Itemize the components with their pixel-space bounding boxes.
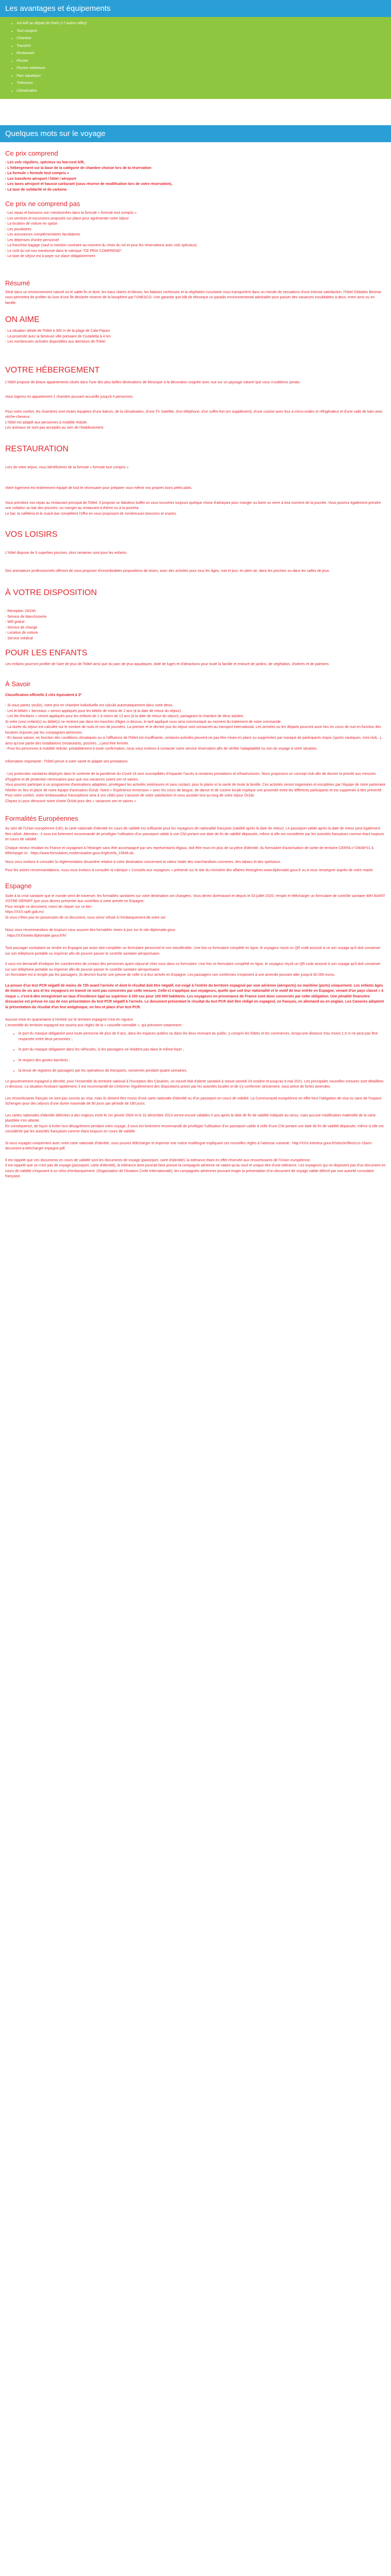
list-item: - Les vols réguliers, spécieux ou low-cost A/R, (5, 161, 85, 164)
amenity-item: • Parc aquatique (17, 73, 386, 80)
list-item: - Les services et excursions proposés sur place pour agrémenter votre séjour (5, 216, 129, 221)
section-title-loisirs: VOS LOISIRS (5, 530, 58, 539)
charte-link[interactable]: Cliquez ici pour découvrir notre charte Óclub pour des « vacances zen et saines » (5, 799, 136, 803)
banner-avantages: Les avantages et équipements (0, 0, 391, 17)
list-item: - Les protocoles sanitaires déployés dans le contexte de la pandémie du Covid-19 sont susceptibles d'impacter l'accès à certaines prestations et infrastructures. Nous proposons un concept club afin de donner la priorité aux mesures d'hygiène et de protection nécessaires pour que vos vacances soient zen et saines. (5, 772, 376, 782)
amenity-item: • Piscine extérieure (17, 65, 386, 73)
list-item: - Les lits d'enfants « seront appliqués pour les enfants de 2 à moins de 12 ans (à la date de retour du séjour), partageant la chambre de deux adultes. (5, 715, 245, 718)
savoir-info: Information importante : l'hôtel pensé à votre santé et adapte ses prestations (5, 759, 128, 764)
list-item: Pour votre confort, notre Ambassadeur francophone sera à vos côtés pour s'assurer de votre satisfaction et vous assister tout au long de votre séjour Óclub. (5, 794, 255, 798)
formalites-text: Pour les autres recommandations, nous vous invitons à consulter la rubrique « Conseils aux voyageurs » présente sur le site du ministère des affaires étrangères www.diplomatie.gouv.fr ou à vous renseigner auprès de votre mairie. (5, 869, 374, 872)
formalites-text: Au sein de l'Union européenne (UE), la carte nationale d'identité en cours de validité est suffisante pour les voyageurs de nationalité française (validité après la date de retour). Le passeport valide après la date de retour peut également être utilisé. Attention : il vous est fortement recommandé de privilégier l'utilisation d'un passeport valide à une CNI portant une date de fin de validité dépassée, même si elle est considérée par les autorités françaises comme étant toujours en cours de validité. (5, 827, 384, 841)
amenity-item: • Climatisation (17, 88, 386, 95)
rule-item: • le port du masque obligatoire dans les véhicules, si les passagers ne résident pas dans le même foyer ; (19, 1047, 386, 1053)
rule-item: • la tenue de registres de passagers par les opérateurs de transports, conservés pendant quatre semaines. (19, 1069, 386, 1074)
list-item: - Les assurances complémentaires facultatives (5, 233, 80, 236)
hebergement-text: L'hôtel propose de beaux appartements situés dans l'une des plus belles destinations de Minorque à la décoration soignée avec vue sur un paysage naturel que vous n'oublierez jamais. (5, 380, 301, 384)
list-item: - La situation idéale de l'hôtel à 300 m de la plage de Cala Piques (5, 329, 110, 333)
list-item: - Les nombreuses activités disponibles aux alentours de l'hôtel (5, 340, 105, 344)
restauration-text: Vous prendrez vos repas au restaurant principal de l'hôtel. Il propose un fabuleux buffet où vous trouverez toujours quelque chose d'attrayant pour manger ou boire un verre à tout moment de la journée. Vous pourrez également prendre une collation au bar des piscines, ou manger au restaurant à thème ou à la pizzeria. Le bar, la cafétéria et le snack-bar complètent l'offre en vous proposant de nombreuses boissons et snacks. (5, 501, 381, 516)
list-item: - Les lit bébés « berceaux » seront appliqués pour les bébés de moins de 2 ans (à la date de retour du séjour). (5, 709, 182, 713)
hebergement-text: Vous logerez en appartement 1 chambre pouvant accueillir jusqu'à 4 personnes. (5, 395, 134, 399)
list-item: - La location de voiture en option (5, 222, 58, 226)
rules-list (5, 1031, 386, 1074)
exclus-list (5, 211, 386, 260)
espagne-text: Il vous est demandé d'indiquer les coordonnées de contact des personnes ayant séjourné chez vous dans ce formulaire. Une fois ce formulaire complété en ligne, le voyageur reçoit un QR code associé à son voyage qu'il doit conserver sur son téléphone portable ou imprimer afin de pouvoir passer le contrôle sanitaire aéroportuaire. Un formulaire est à remplir par les passagers, ils devront fournir une preuve de celle-ci à leur arrivée en Espagne. Les passagers non conformes s'exposent à une amende pouvant aller jusqu'à 60 000 euros. (5, 962, 381, 977)
formalites-text: Chaque mineur résidant en France et voyageant à l'étranger sans être accompagné par ses représentants légaux, doit être muni en plus de sa pièce d'identité, du formulaire d'autorisation de sortie de territoire CERFA n°15646*01 à télécharger ici : https://www.formulaires.modernisation.gouv.fr/gf/cerfa_15646.do. (5, 846, 373, 855)
banner-voyage: Quelques mots sur le voyage (0, 125, 391, 142)
restauration-text: Lors de votre séjour, vous bénéficierez de la formule « formule tout compris » (5, 465, 129, 469)
amenity-item: • Piscine (17, 58, 386, 65)
loisirs-text: Des animateurs professionnels offriront de vous proposer d'innombrables propositions de loisirs, avec des activités pour tous les âges, nuit et jour, en plein air, dans les piscines ou dans les salles de jeux. (5, 569, 330, 573)
list-item: - Les transferts aéroport / hôtel / aéroport (5, 177, 76, 181)
amenity-item: • Tout compris (17, 28, 386, 36)
amenity-item: • Télévision (17, 80, 386, 88)
amenity-item: • Chambre (17, 35, 386, 43)
list-item: - Réception 24/24h (5, 609, 36, 613)
list-item: - Les repas et boissons non mentionnées dans la formule « formule tout compris » (5, 211, 137, 215)
espagne-text: Le gouvernement espagnol a décrété, pour l'ensemble du territoire national à l'exception des Canaries, un nouvel état d'alerte sanitaire à minuit samedi 24 octobre et jusqu'au 9 mai 2021. Les principales nouvelles mesures sont détaillées ci-dessous. La situation évoluant rapidement, il est recommandé de s'informer régulièrement des dispositions prises par les autorités locales et de s'y conformer strictement, sous peine de fortes amendes. (5, 1079, 384, 1089)
espagne-alert: Suite à la crise sanitaire que le monde vient de traverser, les formalités sanitaires sur votre destination ont changées. Vous devez dorénavant et depuis le 03 juillet 2020, remplir et télécharger un formulaire de contrôle sanitaire 48H AVANT VOTRE DÉPART que vous devrez présenter aux contrôles à votre arrivée en Espagne. Pour remplir ce document, merci de cliquer sur ce lien : https://XXX.spth.gob.es/ Si vous n'êtes pas en possession de ce document, vous serez refusé à l'embarquement de votre vol. (5, 894, 385, 920)
espagne-recommendation: Nous vous recommandons de toujours vous assurer des formalités mises à jour sur le site diplomatie.gouv : https://XXXwww.diplomatie.gouv.fr/fr/ (5, 928, 175, 938)
espagne-text: Il est rappelé que ces documents en cours de validité sont les documents de voyage (passeport, carte d'identité), la tolérance étant en effet réservée aux ressortissants de l'Union européenne. Il est rappelé que ce n'est pas de voyage (passeport, carte d'identité), la tolérance dont pourrait faire preuve la compagnie aérienne ne valant qu'au seul et unique titre d'une tolérance. Les voyageurs qui ne disposent pas d'un document en cours de validité s'exposent à un refus d'embarquement. (Organisation de l'Aviation Civile Internationale), les compagnies aériennes pouvant exiger la présentation d'un document de voyage valide délivré par une autorité consulaire française. (5, 1158, 386, 1178)
espagne-text: Les cartes nationales d'identité délivrées à des majeurs entre le 1er janvier 2004 et le 31 décembre 2013 seront encore valables 5 ans après la date de fin de validité indiquée au verso, mais aucune modification matérielle de la carte plastifiée n'en atteste. En conséquence, de façon à éviter tout désagrément pendant votre voyage, il vous est fortement recommandé de privilégier l'utilisation d'un passeport valide à celle d'une CNI portant une date de fin de validité dépassée, même si elle est considérée par les autorités françaises comme étant toujours en cours de validité. (5, 1113, 384, 1133)
list-item: - La formule « formule tout compris » (5, 172, 69, 175)
list-item: - Service de change (5, 625, 38, 630)
on-aime-list (5, 329, 386, 345)
savoir-list (5, 703, 386, 752)
section-title-hebergement: VOTRE HÉBERGEMENT (5, 365, 100, 375)
savoir-subtitle: Classification officielle 2 clés équivalent à 3* (5, 693, 82, 697)
list-item: - La proximité avec la fameuse ville portuaire de Ciutadella à 4 km (5, 334, 111, 338)
list-item: - La durée du séjour est calculée sur le nombre de nuits et non de journées. La premier et le dernier jour du séjour sont consacrés au transport international. Les arrivées ou les départs pourront avoir lieu en cours de nuit en fonction des horaires imposés par les compagnies aériennes. (5, 725, 381, 735)
list-item: - Wifi gratuit (5, 620, 25, 624)
espagne-pcr-text: La preuve d'un test PCR négatif de moins de 72h avant l'arrivée et dont le résultat doit être négatif, est exigé à l'entrée du territoire espagnol par voie aérienne (aéroports) ou maritime (ports) uniquement. Les enfants âgés de moins de six ans et les voyageurs en transit ne sont pas concernés par cette mesure. Celle-ci s'applique aux voyageurs, quelle que soit leur nationalité et le motif de leur entrée en Espagne, venant d'un pays classé « à risque », c'est-à-dire enregistrant un taux d'incidence égal ou supérieur à 150 cas pour 100 000 habitants. Les voyageurs en provenance de France sont donc concernés par cette obligation. Une pénalité financière dissuasive est prévue en cas de non présentation du test PCR négatif à l'arrivée. Le document présentant le résultat du test PCR doit être rédigé en espagnol, en français, en allemand ou en anglais. Les Canaries adoptent la présentation du résultat d'un test antigénique, en lieu et place d'un test PCR. (5, 984, 384, 1009)
section-title-inclus: Ce prix comprend (5, 149, 58, 157)
list-item: - La franchise bagage (sauf si mention contraire au moment du choix du vol et pour les réservations avec vols spéciaux) (5, 244, 197, 247)
formalites-text: Nous vous invitons à consulter la réglementation douanière relative à votre destination concernant la valeur totale des marchandises connexes, des tabacs et des spiritueux. (5, 860, 281, 864)
list-item: - Les taxes aéroport et hausse carburant (sous réserve de modification lors de votre réservation), (5, 182, 173, 186)
list-item: - Les pourboires (5, 227, 31, 231)
amenity-item: • Vol A/R au départ de Paris (+7 autres villes) (17, 20, 386, 28)
section-title-formalites: Formalités Européennes (5, 815, 78, 822)
espagne-text: Aucune mise en quarantaine à l'entrée sur le territoire espagnol n'est en vigueur. L'ensemble du territoire espagnol est soumis aux règles de la « nouvelle normalité », qui prévoient notamment : (5, 1018, 184, 1027)
inclus-list (5, 160, 386, 193)
list-item: - Location de voiture (5, 631, 38, 635)
list-item: - Pour les personnes à mobilité réduite, préalablement à toute confirmation, nous vous invitons à contacter notre service réservation afin de vérifier l'adaptabilité ou non du voyage à votre situation. (5, 747, 318, 751)
voyage-content (0, 149, 391, 1180)
list-item: - La taxe de solidarité et de carbone. (5, 188, 68, 192)
section-title-disposition: À VOTRE DISPOSITION (5, 588, 97, 597)
disposition-list (5, 609, 386, 641)
section-title-savoir: À Savoir (5, 680, 31, 688)
list-item: - En basse saison, en fonction des conditions climatiques ou si l'affluence de l'hôtel est insuffisante, certaines activités peuvent ne pas être mises en place ou supprimées par manque de participants requis (sports nautiques, mini-club...), ainsi qu'une partie des installations (restaurants, piscines...) peut être fermée. (5, 736, 382, 745)
section-title-espagne: Espagne (5, 882, 32, 890)
list-item: - Les dépenses d'ordre personnel (5, 238, 59, 242)
espagne-text: Les ressortissants français ne sont pas soumis au visa, mais ils doivent être munis d'une carte nationale d'identité ou d'un passeport en cours de validité. La Communauté européenne en effet tient l'obligation de visa ou sans de l'espace Schengen pour des séjours d'une durée maximale de 90 jours par période de 180 jours. (5, 1096, 382, 1106)
rule-item: • le respect des gestes barrières ; (19, 1058, 386, 1064)
amenities-list (5, 20, 386, 95)
list-item: - La taxe de séjour est à payer sur place obligatoirement (5, 255, 95, 258)
restauration-text: Votre logement est entièrement équipé de tout le nécessaire pour préparer vous-même vos propres bons petits plats. (5, 486, 192, 490)
espagne-text: Si vous voyagez uniquement avec votre carte nationale d'identité, vous pouvez télécharger et imprimer une notice multilingue expliquant ces nouvelles règles à l'adresse suivante : http://XXX.interieur.gouv.fr/sites/in/files/ccs-15ans-document-a-telecharger-espagne.pdf. (5, 1141, 373, 1150)
list-item: - Service de blanchisserie (5, 615, 47, 619)
enfants-text: Les enfants pourront profiter de l'aire de jeux de l'hôtel ainsi que du parc de jeux aquatiques, doté de luges et d'attractions pour toute la famille et entouré de jardins, de végétation, d'arbres et de palmiers. (5, 663, 330, 666)
section-title-exclus: Ce prix ne comprend pas (5, 200, 80, 208)
amenity-item: • Transfert (17, 43, 386, 50)
savoir-covid-list (5, 772, 386, 804)
list-item: - Le coût du vol non mentionné dans le rubrique "CE PRIX COMPREND" (5, 249, 122, 253)
amenity-item: • Restaurant (17, 50, 386, 58)
section-title-on-aime: ON AIME (5, 315, 40, 324)
list-item: Vous pourrez participer à un programme d'animations adaptées, privilégiant les activités extérieures et sans contact, pour le plaisir et la santé de toute la famille. Ces activités seront organisées et encadrées par l'équipe de notre partenaire hôtelier en lieu et place de notre équipe d'animation Óclub. Notre « Expérience immersion » avec les cours de langue, de danse et de cuisine locale implique une proximité entre les différents participants et est supprimée à titre préventif. (5, 783, 386, 792)
rule-item: • le port du masque obligatoire pour toute personne de plus de 6 ans, dans les espaces publics ou dans les lieux recevant du public, y compris les hôtels et les commerces, lorsqu'une distance d'au moins 1,5 m ne peut pas être respectée entre deux personnes ; (19, 1031, 386, 1042)
section-title-enfants: POUR LES ENFANTS (5, 649, 88, 657)
espagne-text: Tout passager souhaitant se rendre en Espagne par avion doit compléter un formulaire personnel et non transférable. Une fois ce formulaire complété en ligne, le voyageur reçoit un QR code associé à ce son voyage qu'il doit conserver sur son téléphone portable ou imprimer afin de pouvoir passer le contrôle sanitaire aéroportuaire. (5, 946, 381, 956)
list-item: - L'hébergement sur la base de la catégorie de chambre choisie lors de la réservation (5, 166, 152, 170)
section-title-restauration: RESTAURATION (5, 444, 69, 453)
loisirs-text: L'hôtel dispose de 3 superbes piscines, dont certaines sont pour les enfants. (5, 551, 127, 555)
section-title-resume: Résumé (5, 279, 30, 287)
list-item: - Si vous partez seul(e), votre prix en chambre individuelle est calculé automatiquement dans votre devis. (5, 704, 174, 707)
hebergement-text: Pour votre confort, les chambres sont toutes équipées d'une balcon, de la climatisation, d'une TV Satellite, d'un téléphone, d'un coffre-fort (en supplément), d'une cuisine avec four à micro-ondes et réfrigérateur et d'une salle de bain avec sèche-cheveux. L'hôtel est adapté aux personnes à mobilité réduite. Les animaux ne sont pas acceptés au sein de l'établissement. (5, 410, 383, 430)
list-item: - Service médical (5, 636, 33, 640)
amenities-box (0, 17, 391, 99)
resume-text: Situé dans un environnement naturel où le sable fin et doré, les eaux claires et bleues, les falaises rocheuses et la végétation luxuriante vous transportent dans un monde de sensations d'une intense satisfaction, l'hôtel Globales Binimar vous permettra de profiter du luxe d'une île déclarée réserve de la biosphère par l'UNESCO. Une garantie que bât de Minorque un paradis environnemental admirable pour passer des vacances inoubliables à deux, entre amis ou en famille. (5, 290, 382, 305)
list-item: Si votre (vos) enfant(s) ou bébé(s) ne rentrent par dans les tranches d'âges ci-dessus, le tarif appliqué vous sera communiqué au moment du traitement de votre commande. (5, 720, 282, 724)
